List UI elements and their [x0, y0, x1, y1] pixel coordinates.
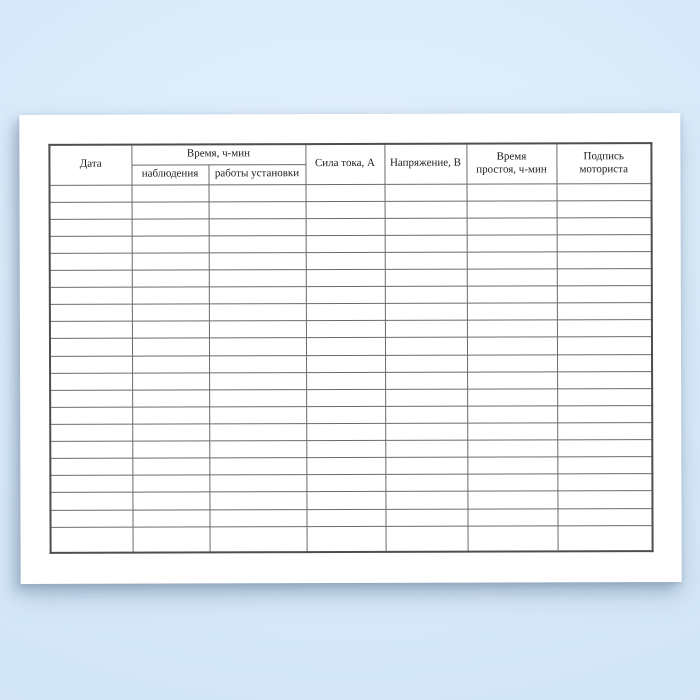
- empty-cell-time-operation: [209, 424, 306, 441]
- empty-cell-time-operation: [209, 201, 306, 218]
- empty-cell-date: [50, 356, 132, 373]
- empty-cell-time-observation: [132, 407, 209, 424]
- empty-cell-voltage: [385, 269, 467, 286]
- empty-cell-current: [306, 389, 385, 406]
- empty-cell-date: [50, 510, 132, 527]
- empty-cell-downtime: [467, 474, 557, 491]
- empty-cell-signature: [557, 508, 652, 525]
- empty-cell-date: [50, 476, 132, 493]
- empty-cell-current: [306, 321, 385, 338]
- empty-cell-current: [306, 235, 385, 252]
- table-row: [50, 508, 652, 527]
- empty-cell-downtime: [467, 286, 557, 303]
- empty-cell-signature: [557, 371, 652, 388]
- empty-cell-date: [50, 390, 132, 407]
- table-row: [50, 337, 652, 356]
- empty-cell-downtime: [467, 337, 557, 354]
- col-header-signature: Подпись моториста: [556, 143, 651, 183]
- empty-cell-time-observation: [132, 492, 209, 509]
- empty-cell-date: [50, 270, 132, 287]
- empty-cell-current: [307, 526, 386, 552]
- empty-cell-current: [306, 338, 385, 355]
- empty-cell-downtime: [467, 372, 557, 389]
- col-header-current: Сила тока, А: [305, 144, 384, 184]
- empty-cell-downtime: [467, 508, 557, 525]
- table-body: [50, 183, 653, 553]
- empty-cell-time-operation: [209, 235, 306, 252]
- empty-cell-downtime: [467, 252, 557, 269]
- document-page: [19, 113, 681, 584]
- empty-cell-time-observation: [132, 458, 209, 475]
- empty-cell-signature: [557, 406, 652, 423]
- empty-cell-time-operation: [209, 389, 306, 406]
- empty-cell-downtime: [467, 440, 557, 457]
- empty-cell-time-observation: [133, 527, 210, 553]
- col-header-time-observation: наблюдения: [131, 164, 208, 184]
- empty-cell-voltage: [385, 406, 467, 423]
- empty-cell-time-observation: [132, 509, 209, 526]
- table-row: [50, 371, 652, 390]
- empty-cell-voltage: [385, 235, 467, 252]
- empty-cell-voltage: [385, 355, 467, 372]
- empty-cell-signature: [557, 183, 652, 200]
- col-header-downtime: Время простоя, ч-мин: [466, 143, 556, 183]
- empty-cell-date: [50, 185, 132, 202]
- empty-cell-time-operation: [210, 526, 307, 552]
- empty-cell-current: [306, 475, 385, 492]
- table-row: [50, 423, 652, 442]
- empty-cell-downtime: [467, 389, 557, 406]
- empty-cell-downtime: [468, 526, 558, 552]
- empty-cell-time-observation: [132, 236, 209, 253]
- empty-cell-time-observation: [132, 424, 209, 441]
- empty-cell-voltage: [385, 286, 467, 303]
- empty-cell-date: [50, 458, 132, 475]
- empty-cell-signature: [557, 286, 652, 303]
- empty-cell-date: [50, 304, 132, 321]
- empty-cell-voltage: [385, 475, 467, 492]
- table-row: [50, 269, 652, 288]
- empty-cell-downtime: [467, 354, 557, 371]
- empty-cell-time-operation: [209, 338, 306, 355]
- empty-cell-downtime: [467, 491, 557, 508]
- empty-cell-downtime: [467, 235, 557, 252]
- empty-cell-voltage: [385, 338, 467, 355]
- empty-cell-voltage: [385, 457, 467, 474]
- table-header: [49, 143, 651, 185]
- empty-cell-voltage: [385, 252, 467, 269]
- empty-cell-date: [50, 202, 132, 219]
- empty-cell-date: [50, 253, 132, 270]
- empty-cell-time-operation: [209, 372, 306, 389]
- empty-cell-signature: [557, 217, 652, 234]
- empty-cell-current: [306, 184, 385, 201]
- empty-cell-current: [306, 509, 385, 526]
- empty-cell-current: [306, 269, 385, 286]
- table-row: [50, 252, 652, 271]
- empty-cell-time-observation: [132, 304, 209, 321]
- empty-cell-signature: [557, 388, 652, 405]
- empty-cell-time-operation: [209, 458, 306, 475]
- empty-cell-signature: [557, 440, 652, 457]
- empty-cell-time-operation: [209, 304, 306, 321]
- empty-cell-signature: [557, 269, 652, 286]
- empty-cell-time-observation: [132, 441, 209, 458]
- table-row: [50, 183, 652, 202]
- empty-cell-signature: [557, 234, 652, 251]
- empty-cell-time-observation: [132, 475, 209, 492]
- empty-cell-time-observation: [132, 287, 209, 304]
- empty-cell-date: [50, 287, 132, 304]
- empty-cell-time-observation: [132, 390, 209, 407]
- empty-cell-voltage: [385, 321, 467, 338]
- empty-cell-current: [306, 252, 385, 269]
- col-header-date: Дата: [49, 145, 131, 185]
- empty-cell-time-operation: [209, 355, 306, 372]
- empty-cell-signature: [557, 423, 652, 440]
- empty-cell-time-observation: [132, 356, 209, 373]
- empty-cell-current: [306, 406, 385, 423]
- empty-cell-date: [50, 407, 132, 424]
- table-row: [50, 320, 652, 339]
- header-row-top: [49, 143, 651, 165]
- col-header-time-group: Время, ч-мин: [131, 144, 305, 165]
- empty-cell-signature: [557, 491, 652, 508]
- empty-cell-time-operation: [209, 253, 306, 270]
- empty-cell-time-operation: [209, 509, 306, 526]
- empty-cell-signature: [557, 337, 652, 354]
- empty-cell-voltage: [385, 201, 467, 218]
- empty-cell-time-operation: [209, 321, 306, 338]
- empty-cell-time-observation: [132, 338, 209, 355]
- table-row: [50, 440, 652, 459]
- table-row: [50, 234, 652, 253]
- col-header-time-operation: работы установки: [208, 164, 305, 184]
- empty-cell-date: [50, 219, 132, 236]
- table-row: [50, 286, 652, 305]
- empty-cell-time-operation: [209, 287, 306, 304]
- empty-cell-voltage: [385, 509, 467, 526]
- empty-cell-current: [306, 218, 385, 235]
- empty-cell-downtime: [467, 303, 557, 320]
- empty-cell-time-operation: [209, 218, 306, 235]
- col-header-voltage: Напряжение, В: [384, 144, 466, 184]
- empty-cell-date: [50, 424, 132, 441]
- empty-cell-signature: [557, 320, 652, 337]
- empty-cell-date: [50, 373, 132, 390]
- empty-cell-time-observation: [132, 270, 209, 287]
- empty-cell-current: [306, 458, 385, 475]
- empty-cell-time-operation: [209, 475, 306, 492]
- empty-cell-downtime: [467, 320, 557, 337]
- table-row: [51, 525, 653, 553]
- empty-cell-time-observation: [132, 202, 209, 219]
- empty-cell-time-observation: [132, 219, 209, 236]
- empty-cell-date: [50, 322, 132, 339]
- empty-cell-time-operation: [209, 184, 306, 201]
- empty-cell-downtime: [467, 406, 557, 423]
- empty-cell-time-operation: [209, 270, 306, 287]
- empty-cell-downtime: [467, 218, 557, 235]
- empty-cell-voltage: [385, 492, 467, 509]
- empty-cell-time-operation: [209, 441, 306, 458]
- table-row: [50, 200, 652, 219]
- empty-cell-voltage: [385, 423, 467, 440]
- empty-cell-signature: [557, 252, 652, 269]
- empty-cell-current: [306, 372, 385, 389]
- empty-cell-voltage: [385, 372, 467, 389]
- empty-cell-time-operation: [209, 407, 306, 424]
- empty-cell-current: [306, 355, 385, 372]
- table-row: [50, 303, 652, 322]
- empty-cell-date: [50, 236, 132, 253]
- empty-cell-downtime: [467, 423, 557, 440]
- empty-cell-signature: [557, 354, 652, 371]
- empty-cell-downtime: [467, 457, 557, 474]
- empty-cell-signature: [557, 303, 652, 320]
- empty-cell-voltage: [385, 440, 467, 457]
- empty-cell-current: [306, 492, 385, 509]
- empty-cell-signature: [557, 474, 652, 491]
- empty-cell-signature: [557, 457, 652, 474]
- empty-cell-current: [306, 287, 385, 304]
- empty-cell-date: [50, 493, 132, 510]
- empty-cell-signature: [558, 525, 653, 551]
- table-row: [50, 457, 652, 476]
- table-row: [50, 491, 652, 510]
- empty-cell-current: [306, 423, 385, 440]
- empty-cell-time-operation: [209, 492, 306, 509]
- empty-cell-current: [306, 304, 385, 321]
- empty-cell-signature: [557, 200, 652, 217]
- operation-log-table: [48, 142, 653, 554]
- table-row: [50, 474, 652, 493]
- empty-cell-downtime: [467, 200, 557, 217]
- table-row: [50, 388, 652, 407]
- empty-cell-time-observation: [132, 184, 209, 201]
- empty-cell-current: [306, 441, 385, 458]
- empty-cell-time-observation: [132, 321, 209, 338]
- empty-cell-date: [51, 527, 133, 553]
- table-row: [50, 406, 652, 425]
- empty-cell-downtime: [467, 183, 557, 200]
- table-row: [50, 217, 652, 236]
- empty-cell-voltage: [386, 526, 468, 552]
- empty-cell-date: [50, 339, 132, 356]
- empty-cell-voltage: [385, 184, 467, 201]
- empty-cell-time-observation: [132, 253, 209, 270]
- empty-cell-time-observation: [132, 373, 209, 390]
- empty-cell-downtime: [467, 269, 557, 286]
- empty-cell-voltage: [385, 389, 467, 406]
- empty-cell-date: [50, 441, 132, 458]
- empty-cell-voltage: [385, 303, 467, 320]
- empty-cell-voltage: [385, 218, 467, 235]
- table-row: [50, 354, 652, 373]
- empty-cell-current: [306, 201, 385, 218]
